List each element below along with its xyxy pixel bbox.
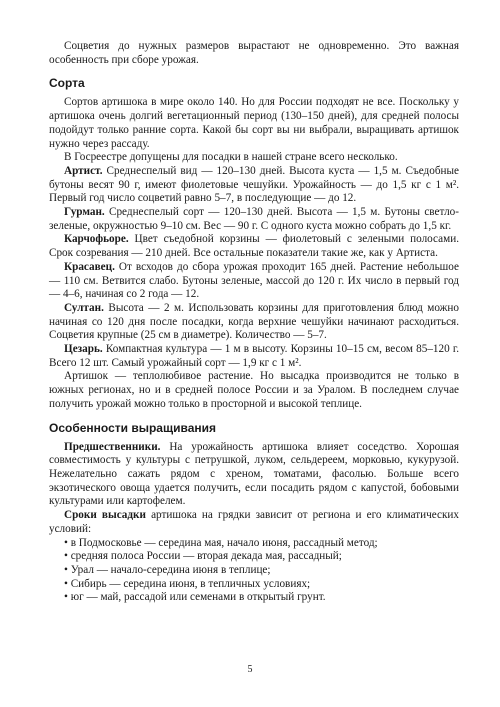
variety-name: Красавец. [64, 260, 115, 273]
planting-dates-paragraph [49, 509, 459, 536]
section-heading-growing: Особенности выращивания [49, 420, 217, 435]
planting-dates-list [49, 537, 459, 606]
intro-paragraph: Соцветия до нужных размеров вырастают не одновременно. Это важная особенность при сборе урожая. [49, 40, 459, 66]
variety-tsezar [49, 343, 459, 370]
thermophilic-paragraph: Артишок — теплолюбивое растение. Но высадка производится не только в южных регионах, но и в средней полосе России и за Уралом. В последнем случае получить урожай можно только в просторной и высокой теплице. [49, 370, 459, 410]
variety-karchofiore [49, 233, 459, 260]
page-content [49, 40, 459, 605]
variety-description: Цвет съедобной корзины — фиолетовый с зелеными полосами. Срок созревания — 210 дней. Все остальные показатели такие же, как у Артиста. [49, 233, 459, 260]
list-item: • средняя полоса России — вторая декада мая, рассадный; [64, 550, 459, 564]
variety-description: От всходов до сбора урожая проходит 165 дней. Растение небольшое — 110 см. Ветвится слабо. Бутоны зеленые, массой до 120 г. Их число в первый год — 4–6, начиная со 2 года — 12. [49, 260, 459, 301]
variety-gurman [49, 206, 459, 233]
variety-sultan [49, 302, 459, 343]
variety-description: Компактная культура — 1 м в высоту. Корзины 10–15 см, весом 85–120 г. Всего 12 шт. Самый урожайный сорт — 1,9 кг с 1 м². [49, 343, 459, 369]
variety-name: Артист. [64, 164, 103, 177]
variety-name: Карчофьоре. [64, 233, 129, 246]
variety-name: Цезарь. [64, 343, 103, 356]
planting-dates-lead: Сроки высадки [64, 509, 146, 522]
predecessors-paragraph [49, 441, 459, 510]
page-number: 5 [247, 664, 253, 675]
variety-description: Высота — 2 м. Использовать корзины для приготовления блюд можно начиная со 120 дня после посадки, когда верхние чешуйки начинают расходиться. Соцветия крупные (25 см в диаметре). Количество — 5–7. [49, 301, 459, 342]
section-heading-varieties: Сорта [49, 76, 85, 91]
registry-paragraph: В Госреестре допущены для посадки в нашей стране всего несколько. [64, 151, 398, 164]
variety-name: Гурман. [64, 206, 105, 219]
variety-description: Среднеспелый вид — 120–130 дней. Высота куста — 1,5 м. Съедобные бутоны весят 90 г, имеют фиолетовые чешуйки. Урожайность — до 1,5 кг с 1 м². Первый год число соцветий равно 5–7, в последующие — до 12. [49, 164, 459, 205]
list-item: • юг — май, рассадой или семенами в открытый грунт. [64, 591, 459, 605]
variety-artist [49, 165, 459, 206]
predecessors-lead: Предшественники. [64, 440, 161, 453]
list-item: • Сибирь — середина июня, в тепличных условиях; [64, 578, 459, 592]
planting-dates-text: артишока на грядки зависит от региона и его климатических условий: [49, 509, 460, 535]
variety-name: Султан. [64, 301, 104, 314]
list-item: • в Подмосковье — середина мая, начало июня, рассадный метод; [64, 537, 459, 551]
variety-krasavets [49, 261, 459, 302]
varieties-intro-paragraph: Сортов артишока в мире около 140. Но для России подходят не все. Поскольку у артишока очень долгий вегетационный период (130–150 дней), для средней полосы подойдут только ранние сорта. Какой бы сорт вы ни выбрали, выращивать артишок нужно через рассаду. [49, 96, 459, 150]
variety-description: Среднеспелый сорт — 120–130 дней. Высота — 1,5 м. Бутоны светло-зеленые, окружностью 9–10 см. Вес — 90 г. С одного куста можно собрать до 1,5 кг. [49, 206, 459, 232]
predecessors-text: На урожайность артишока влияет соседство. Хорошая совместимость у культуры с петрушкой, луком, сельдереем, морковью, кукурузой. Нежелательно сажать рядом с хреном, томатами, фасолью. Больше всего экзотического овоща удается получить, если посадить рядом с капустой, бобовыми культурами или картофелем. [49, 440, 459, 508]
list-item: • Урал — начало-середина июня в теплице; [64, 564, 459, 578]
